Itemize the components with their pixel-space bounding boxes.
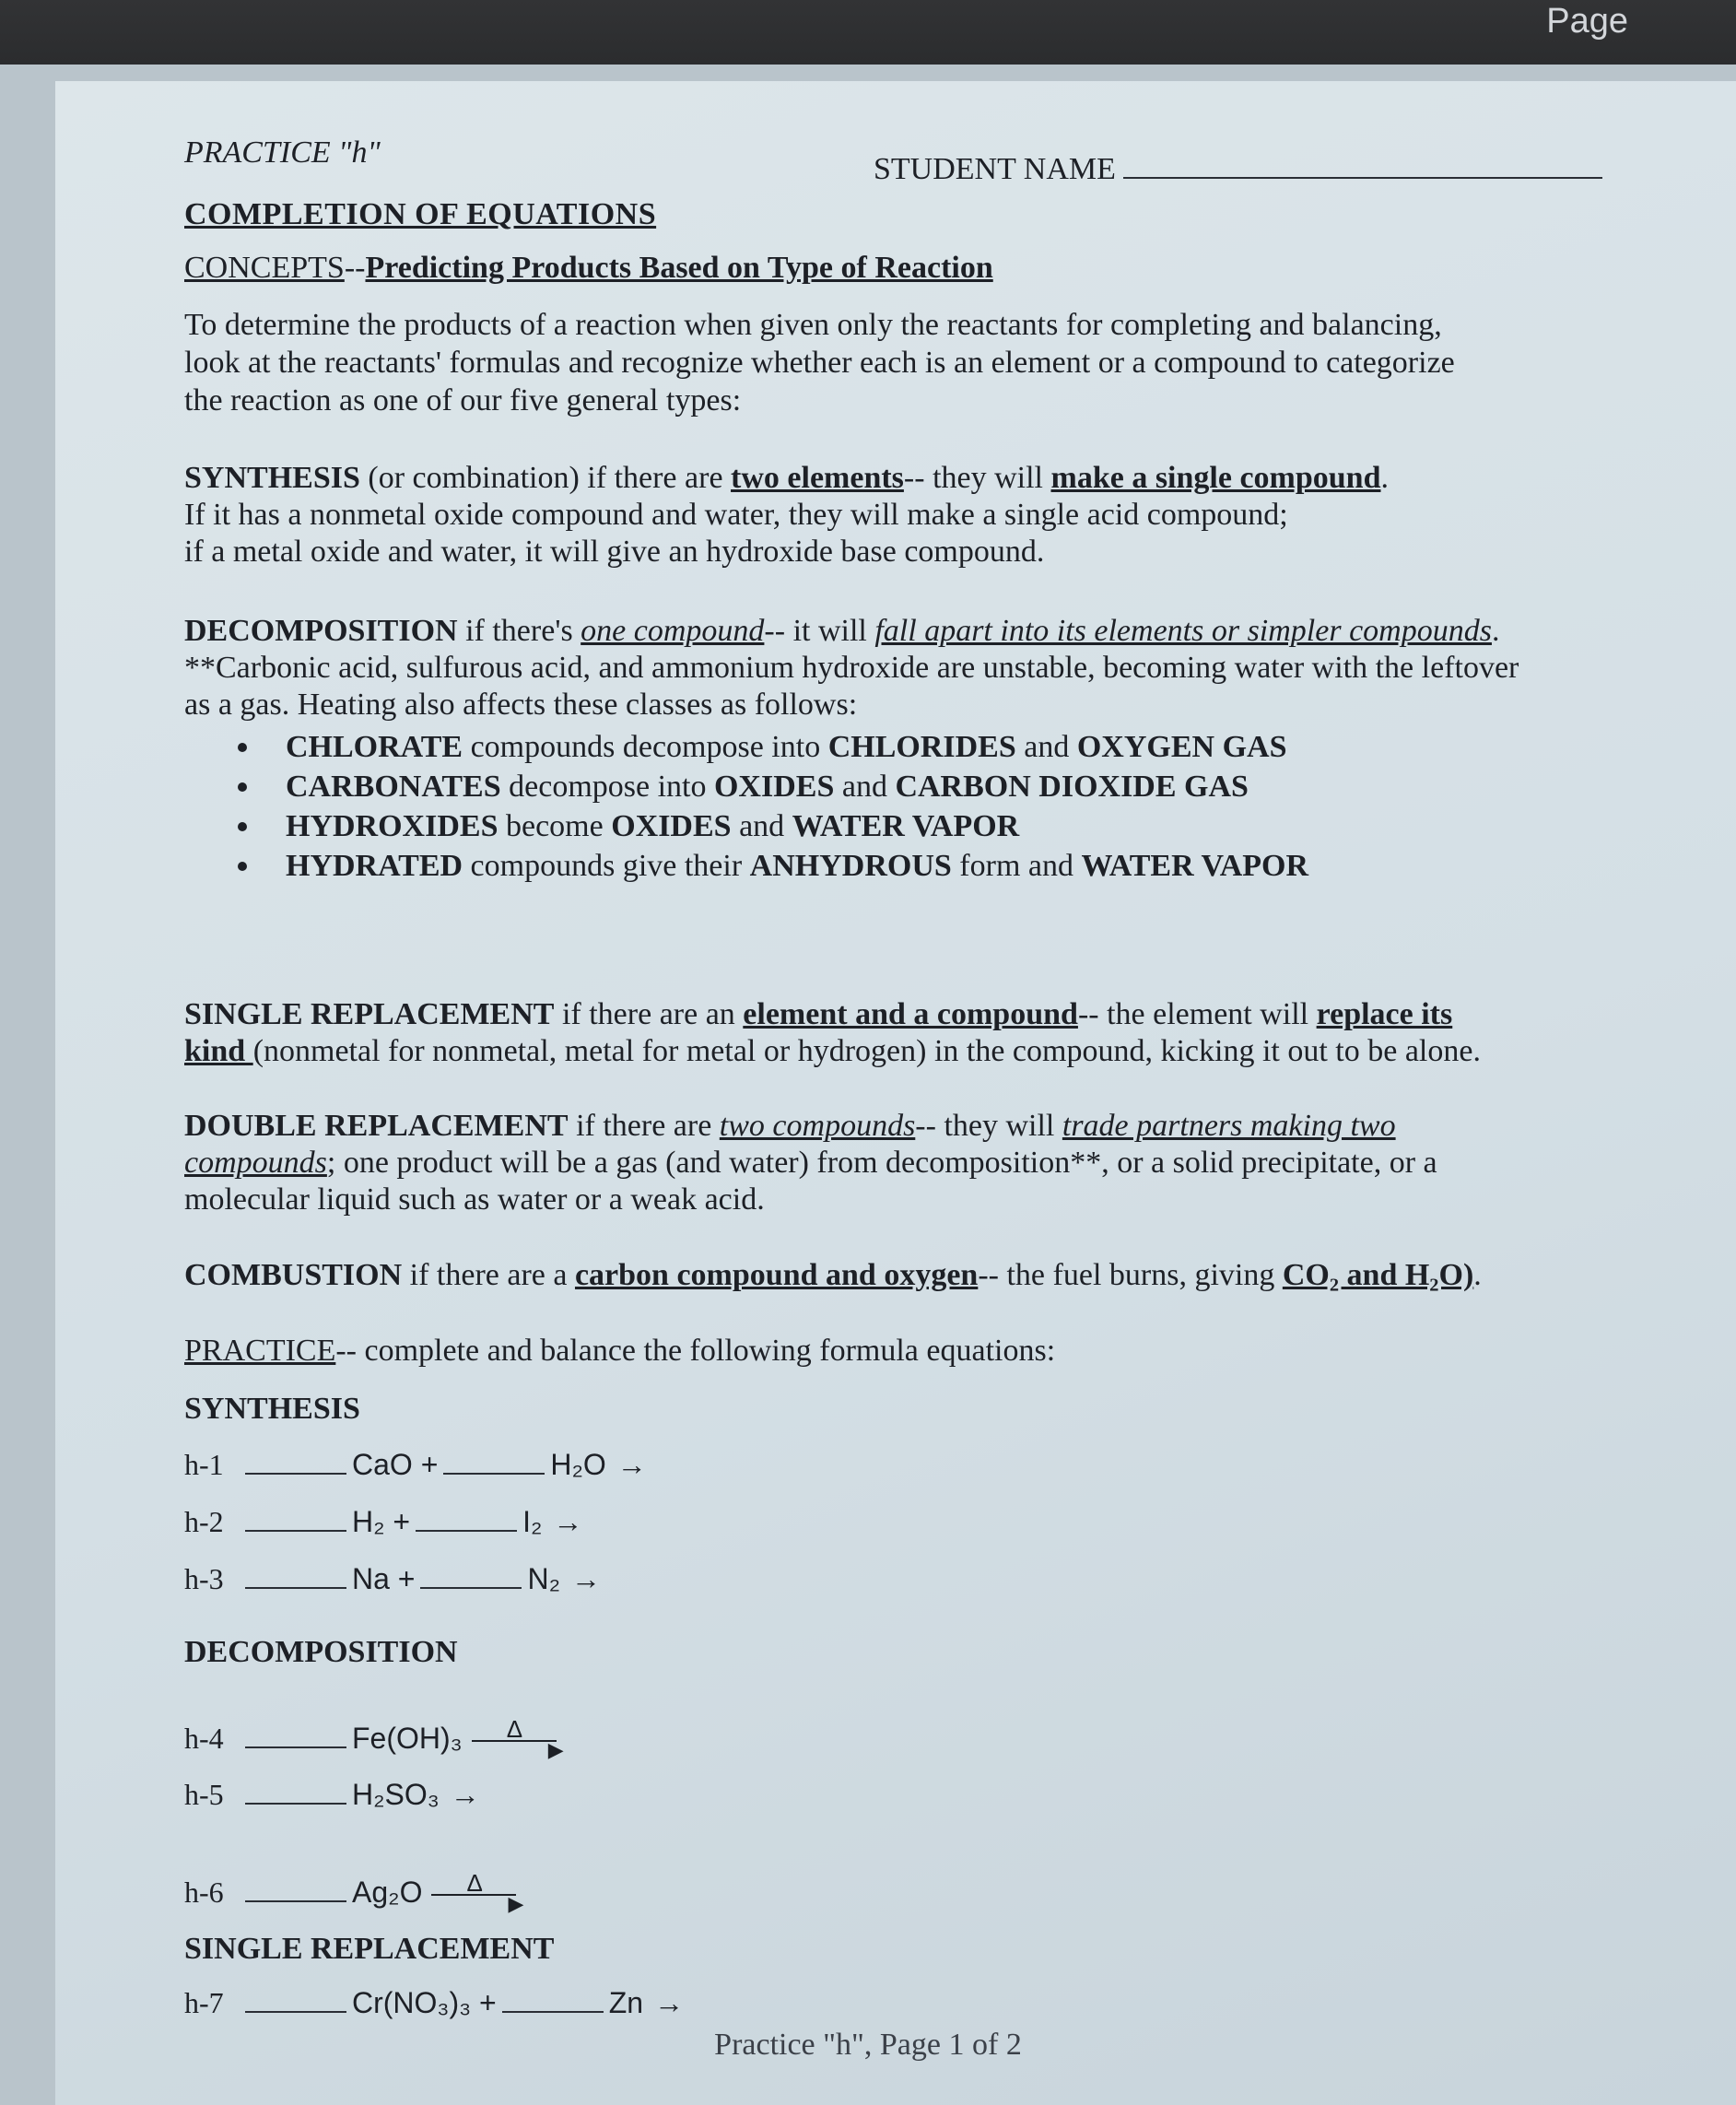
- single-replace-its: replace its: [1316, 997, 1453, 1031]
- page-footer: Practice "h", Page 1 of 2: [714, 2028, 1022, 2062]
- synthesis-term: SYNTHESIS: [184, 461, 360, 495]
- synthesis-text-1: (or combination) if there are: [359, 461, 732, 495]
- plus-sign: +: [479, 1986, 497, 2019]
- problem-label: h-1: [184, 1448, 224, 1481]
- decomposition-one-compound: one compound: [581, 614, 765, 648]
- practice-instructions: [184, 1332, 1055, 1370]
- decomposition-fall-apart: fall apart into its elements or simpler compounds: [874, 614, 1492, 648]
- combustion-products: CO₂ and H₂O): [1282, 1258, 1474, 1292]
- problem-h7: [184, 1983, 684, 2022]
- page-indicator[interactable]: Page: [1546, 2, 1628, 41]
- double-trade-partners: trade partners making two: [1062, 1109, 1396, 1143]
- reactant: Zn: [608, 1986, 644, 2019]
- coefficient-blank[interactable]: [420, 1559, 522, 1589]
- coefficient-blank[interactable]: [443, 1445, 545, 1475]
- bullet-text: and: [731, 809, 792, 843]
- list-item: [184, 768, 1308, 807]
- double-replacement-term: DOUBLE REPLACEMENT: [184, 1109, 569, 1143]
- practice-text: -- complete and balance the following formula equations:: [335, 1334, 1056, 1368]
- plus-sign: +: [420, 1448, 439, 1481]
- bullet-term: OXIDES: [611, 809, 732, 843]
- reactant: H₂O: [550, 1448, 606, 1481]
- combustion-term: COMBUSTION: [184, 1258, 403, 1292]
- bullet-text: form and: [951, 849, 1082, 883]
- double-two-compounds: two compounds: [719, 1109, 916, 1143]
- practice-title: PRACTICE "h": [184, 135, 381, 170]
- problem-h1: [184, 1445, 647, 1484]
- combustion-carbon-oxygen: carbon compound and oxygen: [574, 1258, 979, 1292]
- bullet-term: WATER VAPOR: [1081, 849, 1309, 883]
- single-replacement-line-2: [184, 1032, 1481, 1070]
- single-text-2: -- the element will: [1077, 997, 1317, 1031]
- arrow-icon: →: [450, 1778, 480, 1811]
- problem-label: h-7: [184, 1986, 224, 2019]
- single-replacement-term: SINGLE REPLACEMENT: [184, 997, 555, 1031]
- student-name-label: STUDENT NAME: [874, 152, 1116, 186]
- bullet-text: compounds give their: [463, 849, 750, 883]
- double-text-3: ; one product will be a gas (and water) from decomposition**, or a solid precipitate, or a: [326, 1146, 1437, 1180]
- delta-symbol: Δ: [466, 1868, 483, 1897]
- coefficient-blank[interactable]: [245, 1559, 346, 1589]
- concepts-heading: [184, 249, 993, 287]
- problem-h5: [184, 1775, 480, 1814]
- synthesis-text-2: -- they will: [903, 461, 1051, 495]
- practice-label: PRACTICE: [184, 1334, 336, 1368]
- single-element-compound: element and a compound: [743, 997, 1078, 1031]
- problem-label: h-5: [184, 1778, 224, 1811]
- single-kind: kind: [184, 1034, 253, 1068]
- arrow-icon: →: [553, 1505, 583, 1538]
- synthesis-line-3: if a metal oxide and water, it will give an hydroxide base compound.: [184, 535, 1045, 569]
- bullet-term: CARBON DIOXIDE GAS: [895, 770, 1249, 804]
- intro-line-1: To determine the products of a reaction when given only the reactants for completing and balancing,: [184, 308, 1442, 342]
- decomposition-period: .: [1491, 614, 1500, 648]
- coefficient-blank[interactable]: [416, 1502, 517, 1532]
- coefficient-blank[interactable]: [245, 1873, 346, 1902]
- coefficient-blank[interactable]: [245, 1445, 346, 1475]
- student-name-row: [874, 140, 1602, 188]
- bullet-term: WATER VAPOR: [792, 809, 1020, 843]
- bullet-text: decompose into: [500, 770, 714, 804]
- problem-h3: [184, 1559, 601, 1598]
- plus-sign: +: [393, 1505, 411, 1538]
- reactant: H₂: [352, 1505, 385, 1538]
- problem-h2: [184, 1502, 582, 1541]
- single-replacement-line-1: [184, 995, 1452, 1033]
- bullet-term: HYDRATED: [286, 849, 463, 883]
- reactant: Na: [352, 1562, 390, 1595]
- synthesis-period: .: [1380, 461, 1389, 495]
- problem-label: h-4: [184, 1722, 224, 1755]
- decomposition-line-1: [184, 612, 1499, 650]
- bullet-term: CHLORIDES: [827, 730, 1016, 764]
- reactant: Cr(NO₃)₃: [352, 1986, 472, 2019]
- single-replacement-practice-heading: SINGLE REPLACEMENT: [184, 1932, 555, 1966]
- decomposition-line-2: **Carbonic acid, sulfurous acid, and ammonium hydroxide are unstable, becoming water with the leftover: [184, 651, 1519, 685]
- bullet-icon: [238, 822, 247, 831]
- heat-arrow-icon: Δ ▶: [472, 1727, 564, 1755]
- bullet-term: HYDROXIDES: [286, 809, 499, 843]
- intro-line-2: look at the reactants' formulas and recognize whether each is an element or a compound to categorize: [184, 346, 1455, 380]
- bullet-text: and: [1015, 730, 1077, 764]
- decomposition-line-3: as a gas. Heating also affects these classes as follows:: [184, 688, 858, 722]
- single-text-3: (nonmetal for nonmetal, metal for metal or hydrogen) in the compound, kicking it out to be alone.: [252, 1034, 1481, 1068]
- problem-h4: [184, 1714, 564, 1761]
- bullet-icon: [238, 862, 247, 871]
- double-replacement-line-1: [184, 1107, 1396, 1145]
- bullet-text: become: [498, 809, 612, 843]
- decomposition-practice-heading: DECOMPOSITION: [184, 1635, 458, 1669]
- decomposition-text-2: -- it will: [764, 614, 875, 648]
- heating-list: [184, 728, 1308, 887]
- coefficient-blank[interactable]: [245, 1983, 346, 2013]
- reactant: Ag₂O: [352, 1876, 423, 1909]
- double-text-1: if there are: [568, 1109, 720, 1143]
- viewer-toolbar: [0, 0, 1736, 65]
- problem-label: h-6: [184, 1876, 224, 1909]
- bullet-text: and: [834, 770, 896, 804]
- coefficient-blank[interactable]: [502, 1983, 604, 2013]
- coefficient-blank[interactable]: [245, 1502, 346, 1532]
- arrow-icon: →: [616, 1448, 647, 1481]
- arrow-icon: →: [571, 1562, 602, 1595]
- decomposition-text-1: if there's: [457, 614, 581, 648]
- bullet-term: CHLORATE: [286, 730, 463, 764]
- intro-line-3: the reaction as one of our five general types:: [184, 383, 742, 417]
- double-text-2: -- they will: [915, 1109, 1062, 1143]
- synthesis-two-elements: two elements: [731, 461, 904, 495]
- reactant: Fe(OH)₃: [352, 1722, 463, 1755]
- reactant: I₂: [522, 1505, 543, 1538]
- concepts-prefix: CONCEPTS: [184, 251, 345, 285]
- synthesis-practice-heading: SYNTHESIS: [184, 1392, 360, 1426]
- bullet-icon: [238, 743, 247, 752]
- coefficient-blank[interactable]: [245, 1775, 346, 1805]
- synthesis-line-1: [184, 459, 1389, 497]
- problem-label: h-2: [184, 1505, 224, 1538]
- arrow-icon: →: [654, 1986, 685, 2019]
- double-replacement-line-2: [184, 1144, 1437, 1182]
- list-item: [184, 728, 1308, 768]
- main-title: COMPLETION OF EQUATIONS: [184, 197, 657, 231]
- decomposition-term: DECOMPOSITION: [184, 614, 458, 648]
- heat-arrow-icon: Δ ▶: [431, 1881, 523, 1909]
- double-replacement-line-3: molecular liquid such as water or a weak acid.: [184, 1182, 765, 1217]
- list-item: [184, 807, 1308, 847]
- bullet-term: ANHYDROUS: [749, 849, 952, 883]
- combustion-period: .: [1473, 1258, 1482, 1292]
- reactant: N₂: [527, 1562, 561, 1595]
- coefficient-blank[interactable]: [245, 1719, 346, 1748]
- synthesis-single-compound: make a single compound: [1050, 461, 1381, 495]
- combustion-text-2: -- the fuel burns, giving: [978, 1258, 1283, 1292]
- bullet-term: CARBONATES: [286, 770, 501, 804]
- concepts-title: Predicting Products Based on Type of Reaction: [365, 251, 993, 285]
- combustion-text-1: if there are a: [402, 1258, 575, 1292]
- bullet-icon: [238, 782, 247, 792]
- problem-label: h-3: [184, 1562, 224, 1595]
- problem-h6: [184, 1868, 524, 1915]
- bullet-term: OXYGEN GAS: [1076, 730, 1287, 764]
- plus-sign: +: [397, 1562, 416, 1595]
- concepts-dash: --: [344, 251, 366, 285]
- bullet-text: compounds decompose into: [463, 730, 828, 764]
- single-text-1: if there are an: [554, 997, 744, 1031]
- combustion-line: [184, 1256, 1482, 1294]
- bullet-term: OXIDES: [713, 770, 835, 804]
- student-name-blank[interactable]: [1123, 140, 1602, 179]
- delta-symbol: Δ: [506, 1714, 523, 1743]
- reactant: H₂SO₃: [352, 1778, 440, 1811]
- list-item: [184, 847, 1308, 887]
- synthesis-line-2: If it has a nonmetal oxide compound and water, they will make a single acid compound;: [184, 498, 1288, 532]
- reactant: CaO: [352, 1448, 413, 1481]
- double-compounds: compounds: [184, 1146, 327, 1180]
